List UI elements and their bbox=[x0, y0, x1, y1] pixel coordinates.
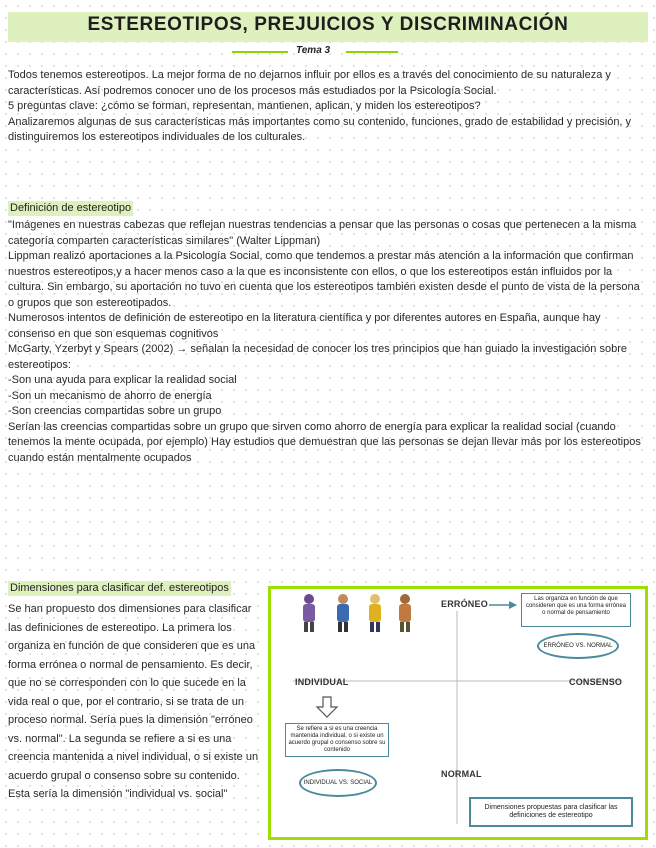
principle-item: -Son creencias compartidas sobre un grupo bbox=[8, 405, 222, 417]
definition-paragraph: Serían las creencias compartidas sobre un grupo que sirven como ahorro de energía para explicar la realidad social (cuando tenemos la mente ocupada, por ejemplo) Hay estudios que demuestran que las personas se dejan llevar más por los estereotipos cuando están mentalmente ocupados bbox=[8, 420, 641, 464]
tema-row bbox=[0, 45, 656, 59]
label-erroneo: ERRÓNEO bbox=[441, 599, 488, 609]
arrow-right-icon bbox=[509, 601, 517, 609]
label-individual: INDIVIDUAL bbox=[295, 677, 349, 687]
intro-paragraph: 5 preguntas clave: ¿cómo se forman, representan, mantienen, aplican, y miden los estereotipos? bbox=[8, 100, 481, 112]
box-erroneo-normal: Las organiza en función de que consideren que es una forma errónea o normal de pensamiento bbox=[521, 593, 631, 627]
intro-paragraph: Todos tenemos estereotipos. La mejor forma de no dejarnos influir por ellos es a través del conocimiento de su naturaleza y características. Así podremos conocer uno de los procesos más estudiados por la Psicología Social. bbox=[8, 69, 611, 97]
definition-paragraph: Numerosos intentos de definición de estereotipo en la literatura científica y por diferentes autores en España, aunque hay consenso en que son esquemas cognitivos bbox=[8, 312, 601, 340]
definition-paragraph: McGarty, Yzerbyt y Spears (2002) → señalan la necesidad de conocer los tres principios que han guiado la investigación sobre estereotipos: bbox=[8, 343, 627, 371]
box-individual-social: Se refiere a si es una creencia mantenida individual, o si existe un acuerdo grupal o consenso sobre su contenido bbox=[285, 723, 389, 757]
definition-paragraph: "Imágenes en nuestras cabezas que reflejan nuestras tendencias a pensar que las personas o cosas que pertenecen a la misma categoría comparten características similares" (Walter Lippman) bbox=[8, 219, 637, 247]
label-normal: NORMAL bbox=[441, 769, 482, 779]
intro-text bbox=[8, 68, 648, 146]
arrow-down-icon bbox=[317, 697, 337, 717]
page-title: ESTEREOTIPOS, PREJUICIOS Y DISCRIMINACIÓN bbox=[87, 14, 569, 35]
people-illustration-icon bbox=[303, 594, 411, 632]
dimensions-text bbox=[8, 600, 264, 804]
ellipse-individual-social: INDIVIDUAL VS. SOCIAL bbox=[299, 769, 377, 797]
tema-label: Tema 3 bbox=[296, 45, 331, 56]
principle-item: -Son un mecanismo de ahorro de energía bbox=[8, 389, 212, 402]
diagram-caption: Dimensiones propuestas para clasificar las definiciones de estereotipo bbox=[469, 797, 633, 827]
ellipse-erroneo-normal: ERRÓNEO VS. NORMAL bbox=[537, 633, 619, 659]
principle-item: -Son una ayuda para explicar la realidad social bbox=[8, 374, 237, 386]
intro-paragraph: Analizaremos algunas de sus características más importantes como su contenido, funciones, grado de estabilidad y precisión, y distinguiremos los estereotipos individuales de los culturales. bbox=[8, 115, 632, 143]
tema-line-left bbox=[232, 51, 288, 53]
dimensions-paragraph: Se han propuesto dos dimensiones para clasificar las definiciones de estereotipo. La primera los organiza en función de que consideren que es una forma errónea o normal de pensamiento. Es decir, que no se corresponden con lo que sucede en la vida real o que, por el contrario, si se trata de un proceso normal. Sería pues la dimensión "erróneo vs. normal". La segunda se refiere a si es una creencia mantenida a nivel individual, o si existe un acuerdo grupal o consenso sobre su contenido. Esta sería la dimensión "individual vs. social" bbox=[8, 603, 259, 800]
definition-text bbox=[8, 218, 648, 466]
label-consenso: CONSENSO bbox=[569, 677, 623, 687]
tema-line-right bbox=[346, 51, 398, 53]
section-heading-definicion: Definición de estereotipo bbox=[10, 202, 132, 214]
dimensions-diagram bbox=[268, 586, 648, 840]
section-heading-dimensiones: Dimensiones para clasificar def. estereotipos bbox=[10, 582, 229, 594]
definition-paragraph: Lippman realizó aportaciones a la Psicología Social, como que tendemos a prestar más atención a la información que confirman nuestros estereotipos,y a hacer menos caso a la que es inconsistente con ellos, o que los estereotipos están influidos por la cultura. Sin embargo, su aportación no tuvo en cuenta que los estereotipos también existen desde el punto de vista de la persona o grupos que son estereotipados. bbox=[8, 250, 640, 309]
